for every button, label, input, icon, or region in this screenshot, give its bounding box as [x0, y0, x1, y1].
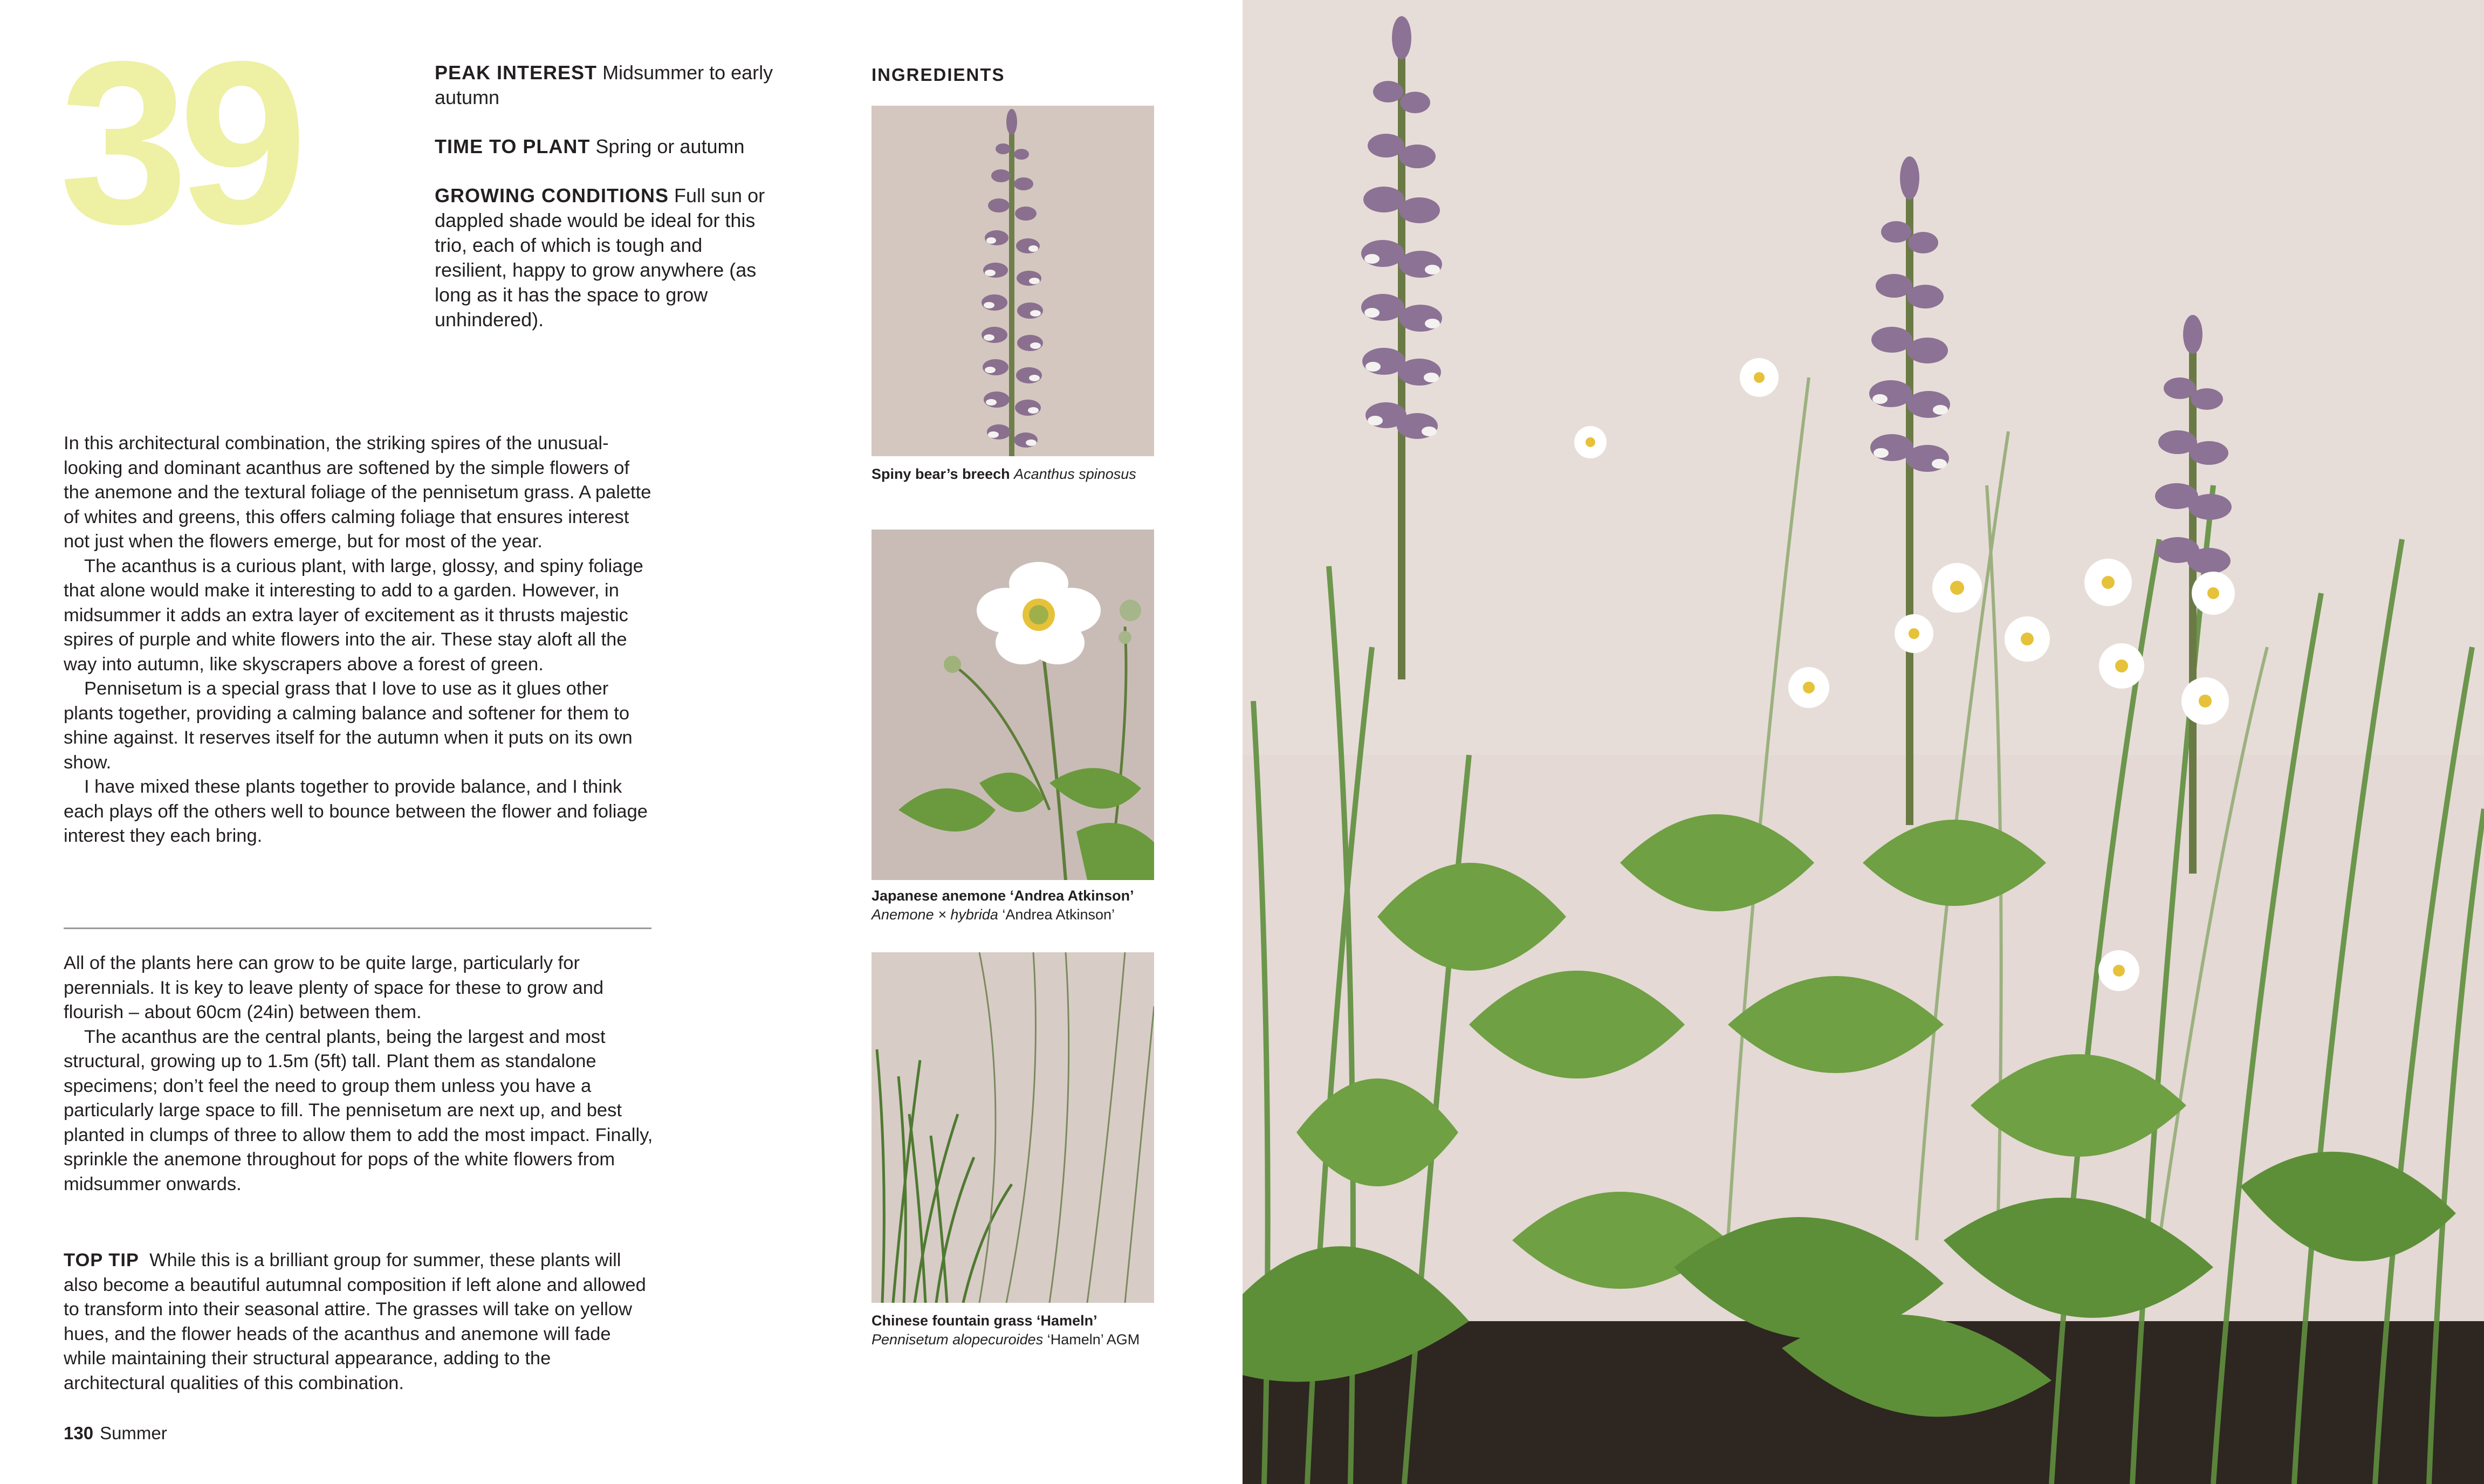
acanthus-common-name: Spiny bear’s breech: [872, 466, 1010, 482]
acanthus-photo: [872, 106, 1154, 456]
anemone-latin-name: Anemone × hybrida: [872, 906, 998, 923]
time-to-plant-label: TIME TO PLANT: [435, 135, 591, 157]
intro-paragraph: Pennisetum is a special grass that I love to use as it glues other plants together, providing a calming balance and softener for them to shine against. It reserves itself for the autumn when it puts on its own show.: [64, 678, 633, 773]
section-divider: [64, 927, 651, 929]
anemone-latin-line: [872, 905, 1174, 924]
top-tip-label: TOP TIP: [64, 1250, 139, 1270]
anemone-common-name: Japanese anemone ‘Andrea Atkinson’: [872, 888, 1134, 904]
acanthus-caption: [872, 465, 1174, 484]
anemone-caption: [872, 887, 1174, 924]
pennisetum-latin-line: [872, 1330, 1174, 1349]
recipe-number: 39: [59, 13, 298, 272]
growing-conditions-value: Full sun or dappled shade would be ideal for this trio, each of which is tough and resilient, happy to grow anywhere (as long as it has the space to grow unhindered).: [435, 184, 765, 331]
growing-conditions-label: GROWING CONDITIONS: [435, 184, 669, 207]
top-tip-text: While this is a brilliant group for summer, these plants will also become a beautiful autumnal composition if left alone and allowed to transform into their seasonal attire. The grasses will take on yellow hues, and the flower heads of the acanthus and anemone will fade while maintaining their structural appearance, adding to the architectural qualities of this combination.: [64, 1250, 646, 1393]
acanthus-latin-name: Acanthus spinosus: [1014, 466, 1136, 482]
planting-text: [64, 951, 657, 1197]
planting-paragraph: The acanthus are the central plants, being the largest and most structural, growing up to 1.5m (5ft) tall. Plant them as standalone specimens; don’t feel the need to group them unless you have a particularly large space to fill. The pennisetum are next up, and best planted in clumps of three to allow them to add the most impact. Finally, sprinkle the anemone throughout for pops of the white flowers from midsummer onwards.: [64, 1026, 653, 1194]
pennisetum-caption: [872, 1311, 1174, 1349]
anemone-photo: [872, 530, 1154, 880]
plant-meta: [435, 60, 780, 356]
pennisetum-cultivar: ‘Hameln’ AGM: [1047, 1331, 1140, 1348]
peak-interest-value: Midsummer to early autumn: [435, 61, 773, 108]
time-to-plant-value: Spring or autumn: [595, 135, 745, 157]
intro-text: [64, 431, 657, 849]
time-to-plant: [435, 134, 780, 159]
peak-interest-label: PEAK INTEREST: [435, 61, 598, 84]
anemone-cultivar: ‘Andrea Atkinson’: [1002, 906, 1115, 923]
growing-conditions: [435, 183, 780, 332]
pennisetum-latin-name: Pennisetum alopecuroides: [872, 1331, 1044, 1348]
pennisetum-common-name: Chinese fountain grass ‘Hameln’: [872, 1313, 1097, 1329]
hero-photo: [1243, 0, 2484, 1484]
intro-paragraph: In this architectural combination, the striking spires of the unusual-looking and dominant acanthus are softened by the simple flowers of the anemone and the textural foliage of the pennisetum grass. A palette of whites and greens, this offers calming foliage that ensures interest not just when the flowers emerge, but for most of the year.: [64, 433, 651, 552]
intro-paragraph: The acanthus is a curious plant, with large, glossy, and spiny foliage that alone would make it interesting to add to a garden. However, in midsummer it adds an extra layer of excitement as it thrusts majestic spires of purple and white flowers into the air. These stay aloft all the way into autumn, like skyscrapers above a forest of green.: [64, 555, 643, 675]
ingredients-title: INGREDIENTS: [872, 65, 1005, 85]
folio-number: 130: [64, 1423, 94, 1443]
peak-interest: [435, 60, 780, 110]
planting-paragraph: All of the plants here can grow to be quite large, particularly for perennials. It is key to leave plenty of space for these to grow and flourish – about 60cm (24in) between them.: [64, 953, 604, 1022]
page-folio: [64, 1423, 167, 1444]
top-tip: [64, 1248, 657, 1396]
pennisetum-photo: [872, 952, 1154, 1303]
folio-section: Summer: [100, 1423, 167, 1443]
intro-paragraph: I have mixed these plants together to provide balance, and I think each plays off the others well to bounce between the flower and foliage interest they each bring.: [64, 777, 648, 846]
